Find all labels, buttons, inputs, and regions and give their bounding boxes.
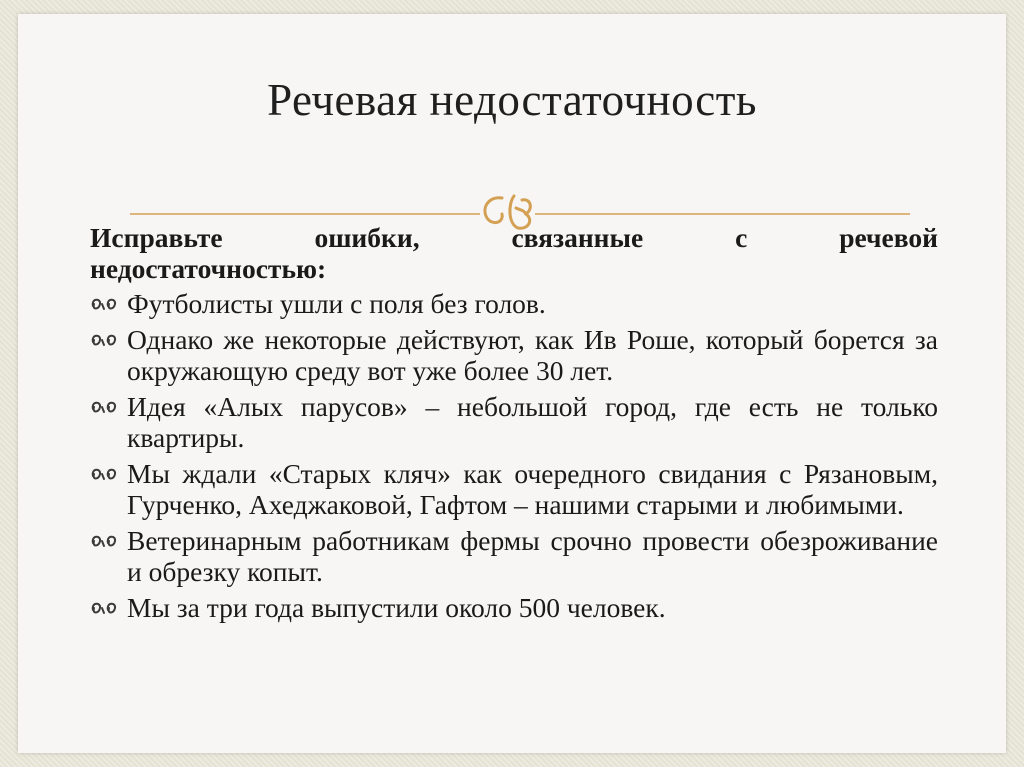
curly-bullet-icon [90, 328, 122, 350]
slide [18, 14, 1006, 753]
list-item-text: Идея «Алых парусов» – небольшой город, где есть не только квартиры. [127, 391, 938, 453]
curly-bullet-icon [90, 529, 122, 551]
list-item-text: Однако же некоторые действуют, как Ив Роше, который борется за окружающую среду вот уже более 30 лет. [127, 324, 938, 386]
list-item-text: Ветеринарным работникам фермы срочно провести обезроживание и обрезку копыт. [127, 525, 938, 587]
sentence-list [90, 288, 938, 623]
list-item-text: Мы ждали «Старых кляч» как очередного свидания с Рязановым, Гурченко, Ахеджаковой, Гафтом – нашими старыми и любимыми. [127, 458, 938, 520]
curly-bullet-icon [90, 462, 122, 484]
curly-bullet-icon [90, 596, 122, 618]
list-item [90, 592, 938, 623]
list-item [90, 288, 938, 319]
curly-bullet-icon [90, 395, 122, 417]
list-item [90, 324, 938, 386]
list-item-text: Мы за три года выпустили около 500 человек. [127, 592, 666, 623]
task-instruction-line1: Исправьте ошибки, связанные с речевой [90, 222, 938, 253]
task-instruction-line2: недостаточностью: [90, 253, 327, 284]
content-body [90, 222, 938, 628]
list-item [90, 458, 938, 520]
list-item [90, 525, 938, 587]
task-instruction [90, 222, 938, 284]
curly-bullet-icon [90, 292, 122, 314]
list-item [90, 391, 938, 453]
slide-title: Речевая недостаточность [267, 75, 757, 125]
list-item-text: Футболисты ушли с поля без голов. [127, 288, 546, 319]
